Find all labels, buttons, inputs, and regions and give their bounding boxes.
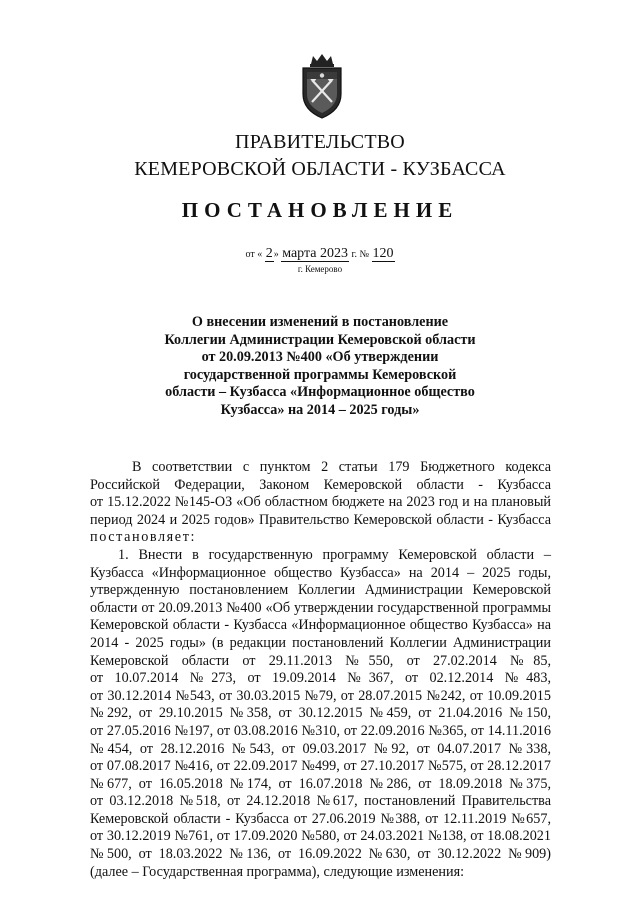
body-line: №500, от 18.03.2022 №136, от 16.09.2022 №630, от 30.12.2022 №909) xyxy=(90,846,551,863)
document-date-number xyxy=(0,246,640,262)
government-name-line1: ПРАВИТЕЛЬСТВО xyxy=(235,131,405,153)
body-line: В соответствии с пунктом 2 статьи 179 Бюджетного кодекса xyxy=(132,459,551,475)
body-line: (далее – Государственная программа), следующие изменения: xyxy=(90,863,465,880)
body-line: №454, от 28.12.2016 №543, от 09.03.2017 №92, от 04.07.2017 №338, xyxy=(90,740,551,757)
date-suffix: г. xyxy=(351,249,357,260)
title-line: О внесении изменений в постановление xyxy=(191,314,449,330)
document-city: г. Кемерово xyxy=(297,264,343,274)
body-line: Кемеровской области - Кузбасса от 27.06.2019 №388, от 12.11.2019 №657, xyxy=(90,810,551,827)
body-line: от 30.12.2019 №761, от 17.09.2020 №580, от 24.03.2021 №138, от 18.08.2021 xyxy=(90,828,551,845)
government-name-line2: КЕМЕРОВСКОЙ ОБЛАСТИ - КУЗБАССА xyxy=(134,158,506,180)
body-line: утвержденную постановлением Коллегии Администрации Кемеровской xyxy=(90,582,551,599)
date-day: 2 xyxy=(265,246,273,261)
body-line: №677, от 16.05.2018 №174, от 16.07.2018 №286, от 18.09.2018 №375, xyxy=(90,775,551,792)
title-line: государственной программы Кемеровской xyxy=(183,366,457,383)
document-number: 120 xyxy=(372,246,394,261)
body-line: от 10.07.2014 №273, от 19.09.2014 №367, от 02.12.2014 №483, xyxy=(90,670,551,687)
body-line: 2014 - 2025 годы» (в редакции постановлений Коллегии Администрации xyxy=(90,634,551,651)
document-type: ПОСТАНОВЛЕНИЕ xyxy=(181,198,459,222)
body-line: Кузбасса «Информационное общество Кузбасса» на 2014 – 2025 годы, xyxy=(90,564,551,581)
document-body xyxy=(90,459,551,881)
body-line: постановляет: xyxy=(90,529,197,546)
body-line: области от 20.09.2013 №400 «Об утверждении государственной программы xyxy=(90,599,551,616)
body-line: от 30.12.2014 №543, от 30.03.2015 №79, от 28.07.2015 №242, от 10.09.2015 xyxy=(90,687,551,704)
body-line: Кемеровской области - Кузбасса «Информационное общество Кузбасса» на xyxy=(90,617,551,634)
body-line: Российской Федерации, Законом Кемеровской области - Кузбасса xyxy=(90,476,551,493)
body-line: №292, от 29.10.2015 №358, от 30.12.2015 №459, от 21.04.2016 №150, xyxy=(90,705,551,722)
body-line: Кемеровской области от 29.11.2013 №550, от 27.02.2014 №85, xyxy=(90,652,551,669)
document-title xyxy=(150,314,490,420)
title-line: области – Кузбасса «Информационное общество xyxy=(165,384,475,401)
title-line: Коллегии Администрации Кемеровской области xyxy=(164,331,476,348)
date-mid: » xyxy=(273,249,279,260)
date-prefix: от « xyxy=(245,249,263,260)
body-line: от 03.12.2018 №518, от 24.12.2018 №617, постановлений Правительства xyxy=(90,793,551,810)
title-line: от 20.09.2013 №400 «Об утверждении xyxy=(201,349,439,366)
title-line: Кузбасса» на 2014 – 2025 годы» xyxy=(220,401,420,418)
number-label: № xyxy=(359,249,370,260)
date-month-year: марта 2023 xyxy=(282,246,348,261)
body-line: от 27.05.2016 №197, от 03.08.2016 №310, от 22.09.2016 №365, от 14.11.2016 xyxy=(90,722,551,739)
body-line: от 15.12.2022 №145-ОЗ «Об областном бюджете на 2023 год и на плановый xyxy=(90,494,551,511)
coat-of-arms-icon xyxy=(297,52,347,122)
body-line: от 07.08.2017 №416, от 22.09.2017 №499, от 27.10.2017 №575, от 28.12.2017 xyxy=(90,758,551,775)
body-line: 1. Внести в государственную программу Кемеровской области – xyxy=(118,546,551,563)
body-line: период 2024 и 2025 годов» Правительство Кемеровской области - Кузбасса xyxy=(90,511,551,528)
